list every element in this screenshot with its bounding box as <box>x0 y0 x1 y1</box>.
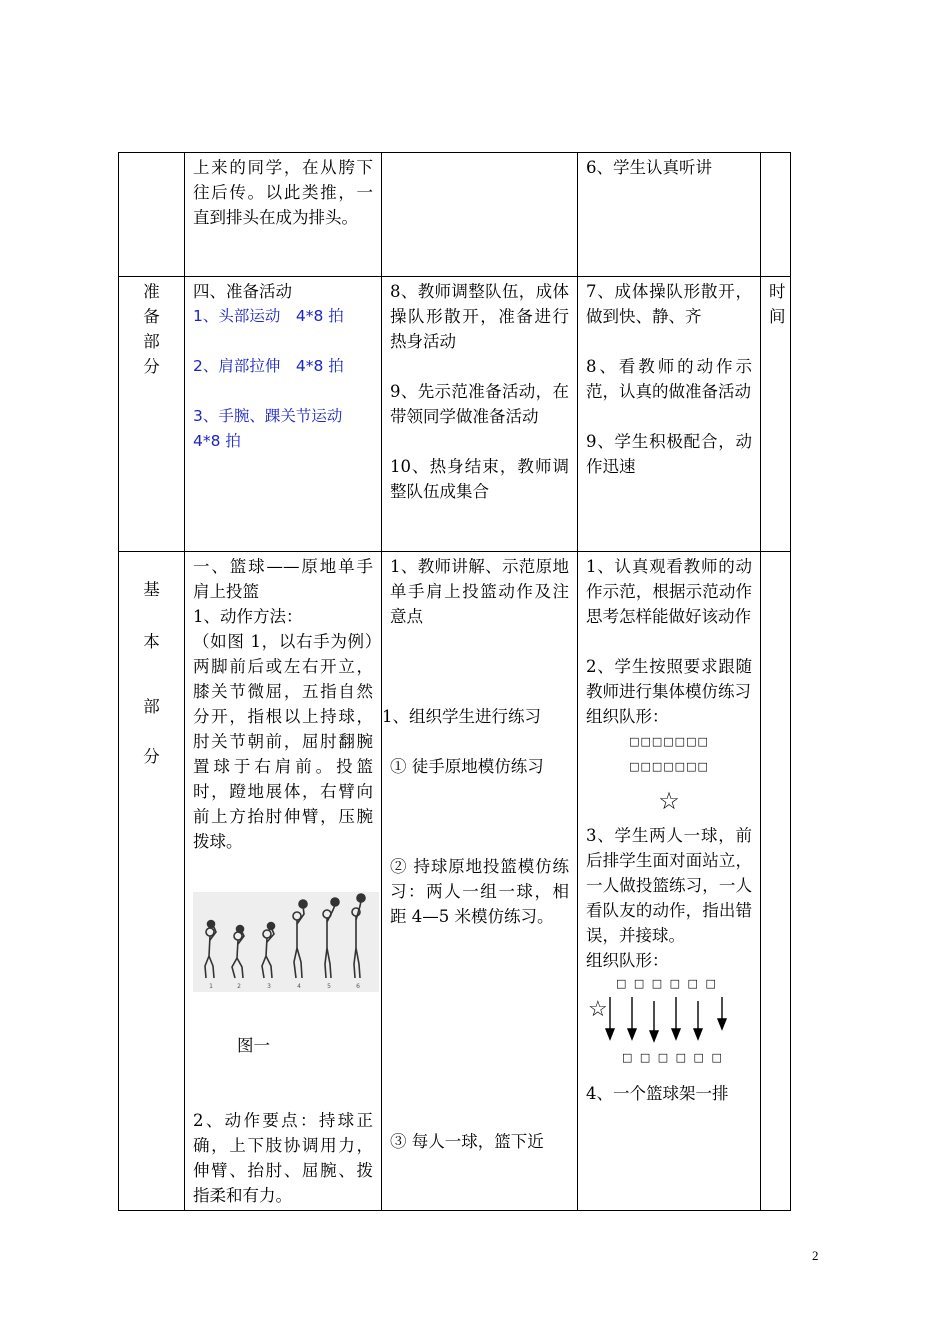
teacher-star-icon: ☆ <box>588 997 608 1022</box>
section-char: 准 <box>143 282 160 301</box>
teacher-text: ② 持球原地投篮模仿练习：两人一组一球，相距 4—5 米模仿练习。 <box>390 857 569 926</box>
teacher-star-icon: ☆ <box>658 787 680 815</box>
section-char: 基 <box>143 580 160 599</box>
teacher-cell <box>382 153 578 277</box>
figure-caption: 图一 <box>237 1036 270 1055</box>
formation-arrows <box>604 997 739 1045</box>
formation-row: □□□□□□□ <box>629 760 709 773</box>
formation-top-row: □ □ □ □ □ □ <box>616 977 718 990</box>
lesson-plan-table <box>118 152 791 1211</box>
content-cell <box>185 552 382 1211</box>
student-text: 组织队形： <box>586 707 669 726</box>
section-char: 分 <box>143 747 160 766</box>
table-row <box>119 552 791 1211</box>
teacher-text: 1、教师讲解、示范原地单手肩上投篮动作及注意点 <box>390 557 569 626</box>
section-char: 部 <box>143 332 160 351</box>
student-text: 9、学生积极配合，动作迅速 <box>586 432 752 476</box>
figure-number: 5 <box>327 983 331 990</box>
page-number: 2 <box>812 1248 819 1263</box>
table-row <box>119 277 791 552</box>
content-title: 一、篮球——原地单手肩上投篮 <box>193 557 373 601</box>
formation-diagram <box>586 973 752 1073</box>
student-cell <box>578 153 761 277</box>
shooting-sequence-image <box>193 892 379 992</box>
section-char: 备 <box>143 307 160 326</box>
warmup-item: 1、头部运动 4*8 拍 <box>193 307 344 325</box>
time-char: 时 <box>769 282 786 301</box>
teacher-text: 8、教师调整队伍，成体操队形散开，准备进行热身活动 <box>390 282 569 351</box>
formation-row: □□□□□□□ <box>629 735 709 748</box>
student-text: 3、学生两人一球，前后排学生面对面站立，一人做投篮练习，一人看队友的动作，指出错误，并接球。 <box>586 826 752 945</box>
student-text: 4、一个篮球架一排 <box>586 1084 729 1103</box>
time-cell <box>761 552 791 1211</box>
section-cell-basic <box>119 552 185 1211</box>
content-cell <box>185 153 382 277</box>
student-text: 8、看教师的动作示范，认真的做准备活动 <box>586 357 752 401</box>
method-title: 1、动作方法： <box>193 607 303 626</box>
teacher-text: ③ 每人一球，篮下近 <box>390 1132 544 1151</box>
teacher-cell <box>382 277 578 552</box>
content-cell <box>185 277 382 552</box>
section-char: 部 <box>143 697 160 716</box>
student-cell <box>578 552 761 1211</box>
figure-number: 2 <box>237 983 241 990</box>
figure-number: 3 <box>267 983 271 990</box>
figure-number: 6 <box>356 983 360 990</box>
table-row <box>119 153 791 277</box>
student-text: 1、认真观看教师的动作示范，根据示范动作思考怎样能做好该动作 <box>586 557 752 626</box>
student-text: 6、学生认真听讲 <box>586 158 712 177</box>
warmup-item: 3、手腕、踝关节运动 4*8 拍 <box>193 407 343 450</box>
section-cell <box>119 153 185 277</box>
section-cell-preparation <box>119 277 185 552</box>
formation-bottom-row: □ □ □ □ □ □ <box>622 1051 724 1064</box>
section-char: 本 <box>143 632 160 651</box>
figure-number: 4 <box>297 983 301 990</box>
section-char: 分 <box>143 357 160 376</box>
teacher-text: 9、先示范准备活动，在带领同学做准备活动 <box>390 382 569 426</box>
method-text: （如图 1，以右手为例）两脚前后或左右开立，膝关节微屈，五指自然分开，指根以上持球，肘关节朝前，屈肘翻腕置球于右肩前。投篮时，蹬地展体，右臂向前上方抬肘伸臂，压腕拨球。 <box>193 632 373 851</box>
time-cell <box>761 277 791 552</box>
teacher-cell <box>382 552 578 1211</box>
time-cell <box>761 153 791 277</box>
teacher-text: ① 徒手原地模仿练习 <box>390 757 544 776</box>
shooting-sequence-figure <box>193 892 373 999</box>
student-cell <box>578 277 761 552</box>
warmup-item: 2、肩部拉伸 4*8 拍 <box>193 357 344 375</box>
content-title: 四、准备活动 <box>193 282 292 301</box>
teacher-text: 1、组织学生进行练习 <box>382 707 541 726</box>
points-text: 2、动作要点：持球正确，上下肢协调用力，伸臂、抬肘、屈腕、拨指柔和有力。 <box>193 1111 373 1205</box>
student-text: 7、成体操队形散开，做到快、静、齐 <box>586 282 752 326</box>
teacher-text: 10、热身结束，教师调整队伍成集合 <box>390 457 569 501</box>
student-text: 组织队形： <box>586 951 669 970</box>
figure-number: 1 <box>209 983 213 990</box>
student-text: 2、学生按照要求跟随教师进行集体模仿练习 <box>586 657 752 701</box>
time-char: 间 <box>769 307 786 326</box>
content-text: 上来的同学，在从胯下往后传。以此类推，一直到排头在成为排头。 <box>193 158 373 227</box>
